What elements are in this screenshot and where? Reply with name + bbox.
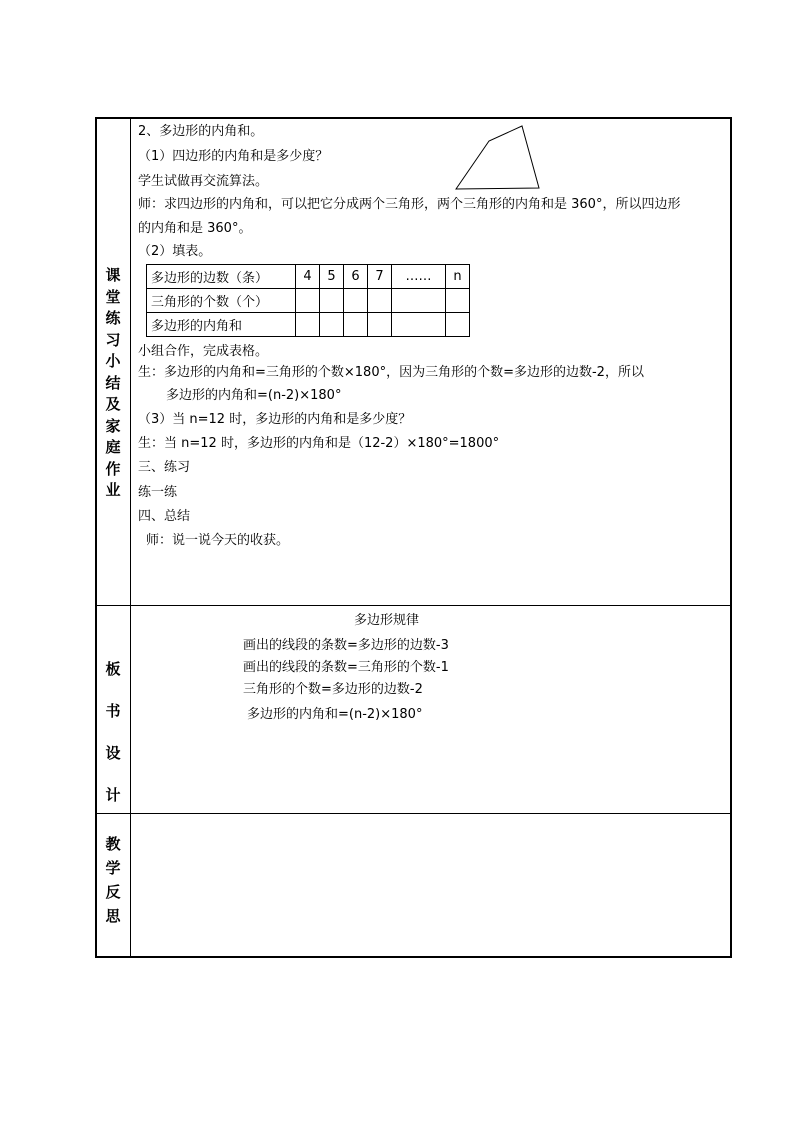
row-divider-1	[95, 605, 732, 606]
side-char: 设	[105, 744, 121, 762]
table-cell: n	[446, 265, 470, 289]
board-rule-2: 画出的线段的条数=三角形的个数-1	[243, 660, 449, 675]
formula-line: 多边形的内角和=(n-2)×180°	[166, 388, 342, 403]
group-work-note: 小组合作，完成表格。	[138, 344, 269, 359]
table-cell[interactable]	[368, 289, 392, 313]
table-cell[interactable]	[344, 289, 368, 313]
section-heading: 2、多边形的内角和。	[138, 124, 264, 139]
row-divider-2	[95, 813, 732, 814]
question-3: （3）当 n=12 时，多边形的内角和是多少度？	[138, 412, 412, 427]
table-cell[interactable]	[344, 313, 368, 337]
teacher-explanation: 师：求四边形的内角和，可以把它分成两个三角形，两个三角形的内角和是 360°，所以四边形	[138, 197, 681, 212]
side-char: 作	[105, 459, 121, 478]
table-row	[147, 313, 470, 337]
teacher-explanation-cont: 的内角和是 360°。	[138, 221, 252, 236]
table-cell[interactable]	[296, 313, 320, 337]
side-char: 课	[105, 266, 121, 284]
section-practice: 三、练习	[138, 460, 191, 475]
table-header-cell: 多边形的内角和	[147, 313, 296, 337]
side-char: 家	[105, 416, 121, 435]
table-cell[interactable]	[368, 313, 392, 337]
summary-note: 师：说一说今天的收获。	[146, 533, 290, 548]
side-char: 书	[105, 702, 121, 720]
board-rule-3: 三角形的个数=多边形的边数-2	[243, 682, 423, 697]
side-label-practice	[96, 265, 130, 502]
side-char: 业	[105, 481, 121, 499]
table-row	[147, 289, 470, 313]
side-char: 练	[105, 309, 121, 327]
table-cell[interactable]	[296, 289, 320, 313]
board-rule-1: 画出的线段的条数=多边形的边数-3	[243, 638, 449, 653]
side-char: 结	[105, 373, 121, 392]
side-char: 及	[105, 395, 121, 413]
table-cell[interactable]	[446, 289, 470, 313]
quadrilateral-figure	[450, 122, 545, 192]
side-label-reflection	[96, 832, 130, 928]
table-cell: 5	[320, 265, 344, 289]
table-cell[interactable]	[320, 289, 344, 313]
side-char: 思	[105, 907, 121, 925]
column-divider	[130, 117, 131, 958]
side-label-board	[96, 648, 130, 816]
student-answer-2: 生：当 n=12 时，多边形的内角和是（12-2）×180°=1800°	[138, 436, 500, 451]
table-cell[interactable]	[392, 289, 446, 313]
table-cell: 7	[368, 265, 392, 289]
side-char: 庭	[105, 438, 121, 456]
table-row	[147, 265, 470, 289]
table-cell[interactable]	[446, 313, 470, 337]
side-char: 板	[105, 660, 121, 678]
board-title: 多边形规律	[354, 613, 420, 628]
student-note: 学生试做再交流算法。	[138, 174, 269, 189]
practice-item: 练一练	[138, 485, 178, 500]
table-cell[interactable]	[392, 313, 446, 337]
side-char: 计	[105, 786, 121, 804]
question-2: （2）填表。	[138, 244, 212, 259]
side-char: 教	[105, 835, 121, 853]
student-answer: 生：多边形的内角和=三角形的个数×180°，因为三角形的个数=多边形的边数-2，所以	[138, 365, 644, 380]
section-summary: 四、总结	[138, 509, 191, 524]
table-cell: ……	[392, 265, 446, 289]
table-header-cell: 三角形的个数（个）	[147, 289, 296, 313]
table-cell: 6	[344, 265, 368, 289]
table-cell: 4	[296, 265, 320, 289]
table-cell[interactable]	[320, 313, 344, 337]
table-header-cell: 多边形的边数（条）	[147, 265, 296, 289]
side-char: 堂	[105, 287, 121, 306]
side-char: 反	[105, 883, 121, 901]
side-char: 习	[105, 330, 121, 349]
side-char: 小	[105, 352, 121, 370]
board-rule-4: 多边形的内角和=(n-2)×180°	[247, 707, 423, 722]
side-char: 学	[105, 859, 121, 877]
question-1: （1）四边形的内角和是多少度？	[138, 149, 329, 164]
fill-in-table	[146, 264, 470, 337]
